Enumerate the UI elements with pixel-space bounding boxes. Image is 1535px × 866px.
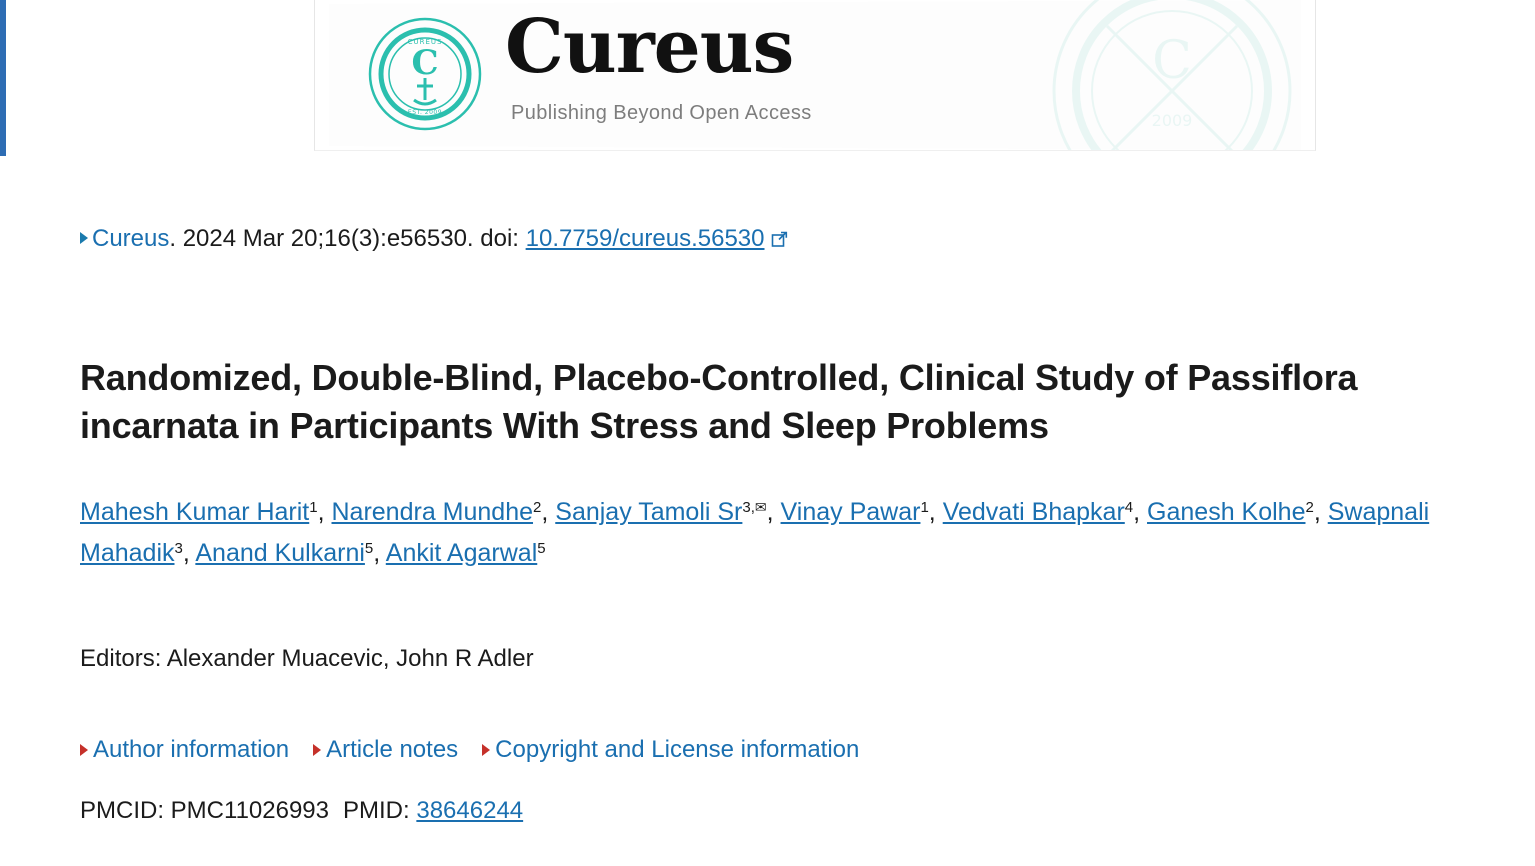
expand-triangle-icon [80,744,88,756]
seal-watermark-icon [1047,0,1297,151]
article-notes-link[interactable]: Article notes [326,736,459,763]
pmcid-label: PMCID: [80,797,164,824]
journal-banner-ribbon [314,0,1316,151]
journal-tagline: Publishing Beyond Open Access [511,102,812,124]
disclosure-links [80,736,883,764]
author-link[interactable]: Ankit Agarwal [385,538,538,567]
author-link[interactable]: Swapnali Mahadik [80,498,1430,567]
copyright-license-link[interactable]: Copyright and License information [495,736,860,763]
svg-text:EST. 2009: EST. 2009 [407,109,443,116]
author-list: Mahesh Kumar Harit$^1$, Narendra Mundhe$^2$, Sanjay Tamoli $Sr^{3,✉}$, Vinay Pawar$^1$, Vedvati Bhapkar$^4$, Ganesh Kolhe$^2$, Swapnali Mahadik$^3$, Anand Kulkarni$^5$, Ankit Agarwal$^5$ [80,498,1430,567]
author-affiliation-sup: 2 [1305,499,1314,516]
external-link-icon[interactable] [771,224,788,241]
author-affiliation-sup: 5 [537,539,546,557]
journal-banner [0,0,1535,152]
citation-details: . 2024 Mar 20;16(3):e56530. doi: [169,225,526,252]
author-link[interactable]: Narendra Mundhe [331,498,534,526]
citation-line [80,222,788,256]
author-link[interactable]: Anand Kulkarni [195,538,365,567]
editors-line: Editors: Alexander Muacevic, John R Adler [80,645,534,672]
svg-text:CUREUS: CUREUS [407,38,443,46]
cureus-seal-logo-icon [367,16,483,132]
author-link[interactable]: Vinay Pawar [780,498,921,526]
author-link[interactable]: Vedvati Bhapkar [942,498,1125,526]
expand-triangle-icon [482,744,490,756]
author-affiliation-sup: 2 [533,499,542,516]
author-affiliation-sup: 1 [309,499,318,516]
author-affiliation-sup: 3, [742,499,755,516]
svg-text:C: C [411,43,439,83]
article-notes-toggle[interactable] [313,736,458,763]
pmid-link[interactable]: 38646244 [416,797,524,824]
page-title: Randomized, Double-Blind, Placebo-Controlled, Clinical Study of Passiflora incarnata in Participants With Stress and Sleep Problems [80,357,1358,446]
copyright-license-toggle[interactable] [482,736,859,763]
author-link[interactable]: Ganesh Kolhe [1147,498,1306,526]
journal-link[interactable]: Cureus [92,225,170,252]
doi-link[interactable]: 10.7759/cureus.56530 [525,225,765,252]
expand-triangle-icon [313,744,321,756]
author-affiliation-sup: 1 [920,499,929,516]
author-information-toggle[interactable] [80,736,289,763]
author-affiliation-sup: 3 [174,539,183,557]
author-link[interactable]: Mahesh Kumar Harit [80,498,310,526]
pmid-label: PMID: [343,797,410,824]
corresponding-author-envelope-icon[interactable]: ✉ [754,499,767,515]
author-information-link[interactable]: Author information [93,736,290,763]
pmcid-value: PMC11026993 [170,797,330,824]
svg-text:C: C [1152,31,1192,91]
svg-text:2009: 2009 [1151,111,1193,130]
journal-title: Cureus [505,4,794,90]
author-affiliation-sup: 5 [364,539,374,557]
author-affiliation-sup: 4 [1124,499,1134,516]
author-link[interactable]: Sanjay Tamoli Sr [555,498,743,526]
expand-triangle-icon[interactable] [80,232,88,244]
identifier-line [80,797,523,825]
